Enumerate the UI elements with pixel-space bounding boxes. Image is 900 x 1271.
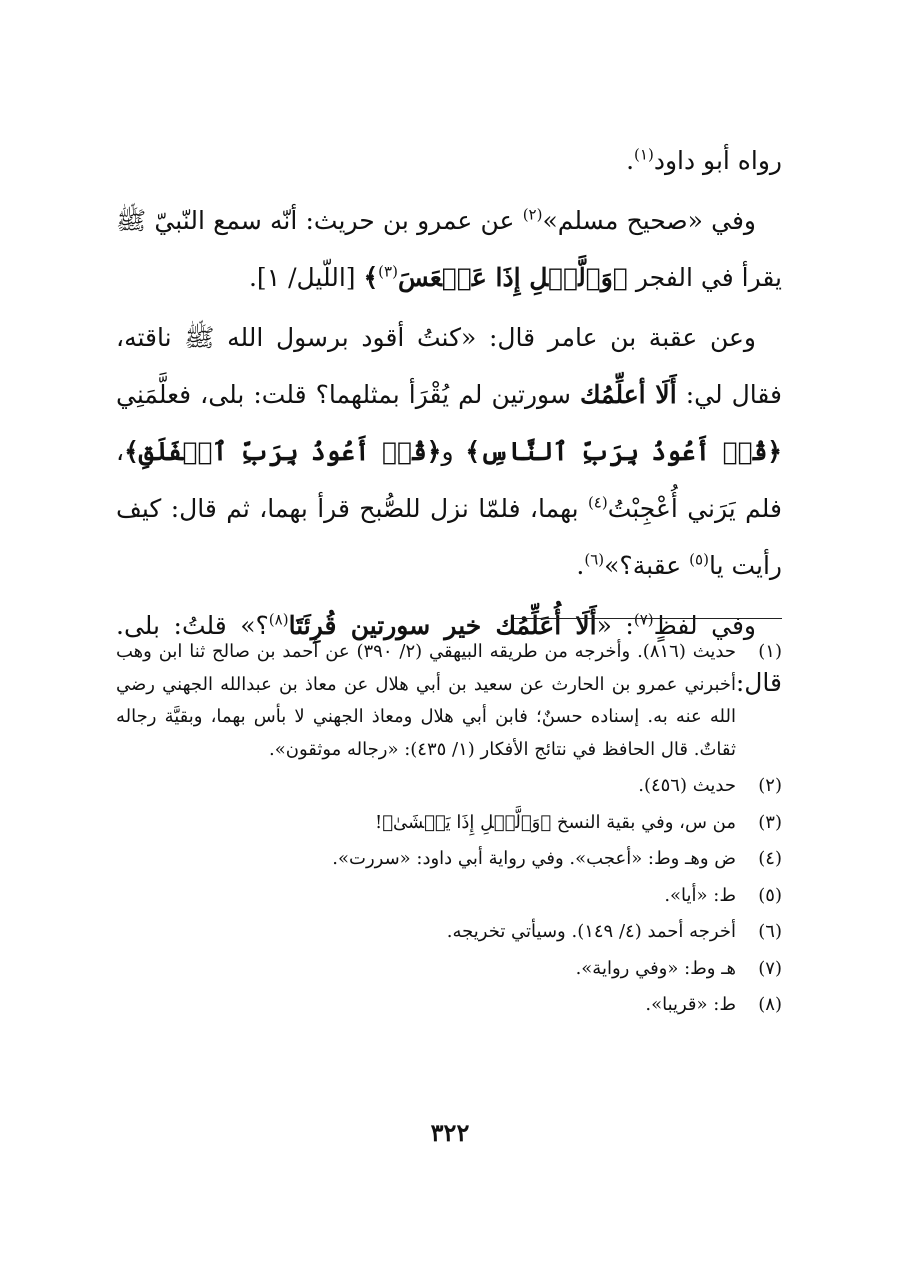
quoted-phrase: أَلَا أعلِّمُك	[579, 380, 677, 409]
footnote-ref-2[interactable]: (٢)	[522, 205, 543, 224]
text-span: عقبة؟»	[604, 551, 690, 580]
footnote-number: (٢)	[758, 775, 782, 796]
text-span: بهما، فلمّا نزل للصُّبح قرأ بهما، ثم قال: كيف رأيت يا	[116, 494, 782, 580]
text-span: ، فلم يَرَني أُعْجِبْتُ	[116, 437, 782, 523]
paragraph-2	[116, 309, 782, 594]
text-span: ؟» قلتُ: بلى. قال:	[116, 611, 782, 697]
footnote-ref-6[interactable]: (٦)	[584, 550, 605, 569]
footnote-ref-7[interactable]: (٧)	[633, 610, 654, 629]
footnote-text: أخرجه أحمد (٤/ ١٤٩). وسيأتي تخريجه.	[446, 921, 736, 942]
footnote-ref-5[interactable]: (٥)	[689, 550, 709, 569]
footnote-text: من س، وفي بقية النسخ ﴿وَٱلَّيۡلِ إِذَا يَغۡشَىٰ﴾!	[374, 811, 736, 833]
text-span: .	[626, 146, 635, 175]
paragraph-1	[116, 192, 782, 306]
footnote-text: ط: «قريبا».	[645, 994, 736, 1015]
quran-verse: ﴿وَٱلَّيۡلِ إِذَا عَسۡعَسَ	[397, 263, 628, 292]
footnote-ref-8[interactable]: (٨)	[268, 610, 289, 629]
footnote-3	[116, 807, 782, 840]
footnote-text: ط: «أيا».	[664, 884, 736, 906]
text-span: عن عمرو بن حريث: أنّه سمع النّبيّ ﷺ يقرأ في الفجر	[116, 206, 782, 292]
text-span: .	[576, 551, 585, 580]
footnote-5	[116, 880, 782, 913]
footnote-number: (٤)	[758, 848, 782, 869]
footnote-1	[116, 636, 782, 766]
text-span: و	[441, 437, 466, 466]
quran-verse: ﴿قُلۡ أَعُوذُ بِرَبِّ ٱلۡفَلَقِ﴾	[124, 437, 442, 466]
footnote-ref-3[interactable]: (٣)	[378, 262, 398, 281]
paragraph-0	[116, 132, 782, 189]
quoted-phrase: أَلَا أُعَلِّمُك خير سورتين قُرِئَتَا	[288, 611, 597, 640]
footnote-number: (٥)	[758, 884, 782, 906]
footnote-7	[116, 953, 782, 986]
footnote-6	[116, 916, 782, 949]
footnote-text: هـ وط: «وفي رواية».	[575, 957, 736, 979]
footnote-4	[116, 843, 782, 876]
text-span: وفي لفظٍ	[653, 611, 756, 640]
footnote-8	[116, 989, 782, 1022]
footnote-text: حديث (٨١٦). وأخرجه من طريقه البيهقي (٢/ ٣٩٠) عن أحمد بن صالح ثنا ابن وهب أخبرني عمرو بن الحارث عن سعيد بن أبي هلال عن معاذ بن عبدالله الجهني رضي الله عنه به. إسناده حسنٌ؛ فابن أبي هلال ومعاذ الجهني لا بأس بهما، وبقيَّة رجاله ثقاتٌ. قال الحافظ في نتائج الأفكار (١/ ٤٣٥): «رجاله موثقون».	[116, 641, 736, 760]
text-span: رواه أبو داود	[653, 146, 782, 175]
footnote-2	[116, 770, 782, 803]
footnote-number: (٧)	[758, 957, 782, 979]
footnote-ref-4[interactable]: (٤)	[587, 493, 608, 512]
main-text	[116, 132, 782, 714]
quran-bracket: ﴾	[363, 263, 379, 292]
verse-citation: [اللّيل/ ١].	[248, 263, 364, 292]
footnote-number: (٦)	[758, 921, 782, 942]
footnotes	[116, 636, 782, 1022]
footnote-ref-1[interactable]: (١)	[634, 145, 654, 164]
text-span: : «	[596, 611, 634, 640]
footnote-number: (٣)	[758, 811, 782, 833]
text-span: وعن عقبة بن عامر قال: «كنتُ أقود برسول الله ﷺ ناقته، فقال لي:	[116, 323, 782, 409]
footnote-text: حديث (٤٥٦).	[638, 775, 736, 796]
page-number: ٣٢٢	[430, 1118, 470, 1147]
footnote-text: ض وهـ وط: «أعجب». وفي رواية أبي داود: «سررت».	[332, 848, 736, 869]
footnote-separator	[514, 618, 782, 619]
text-span: وفي «صحيح مسلم»	[542, 206, 756, 235]
text-span: سورتين لم يُقْرَأ بمثلهما؟ قلت: بلى، فعلَّمَنِي	[116, 380, 580, 409]
footnote-number: (٨)	[758, 994, 782, 1015]
footnote-number: (١)	[758, 641, 782, 662]
quran-verse: ﴿قُلۡ أَعُوذُ بِرَبِّ ٱلنَّاسِ﴾	[465, 437, 782, 466]
